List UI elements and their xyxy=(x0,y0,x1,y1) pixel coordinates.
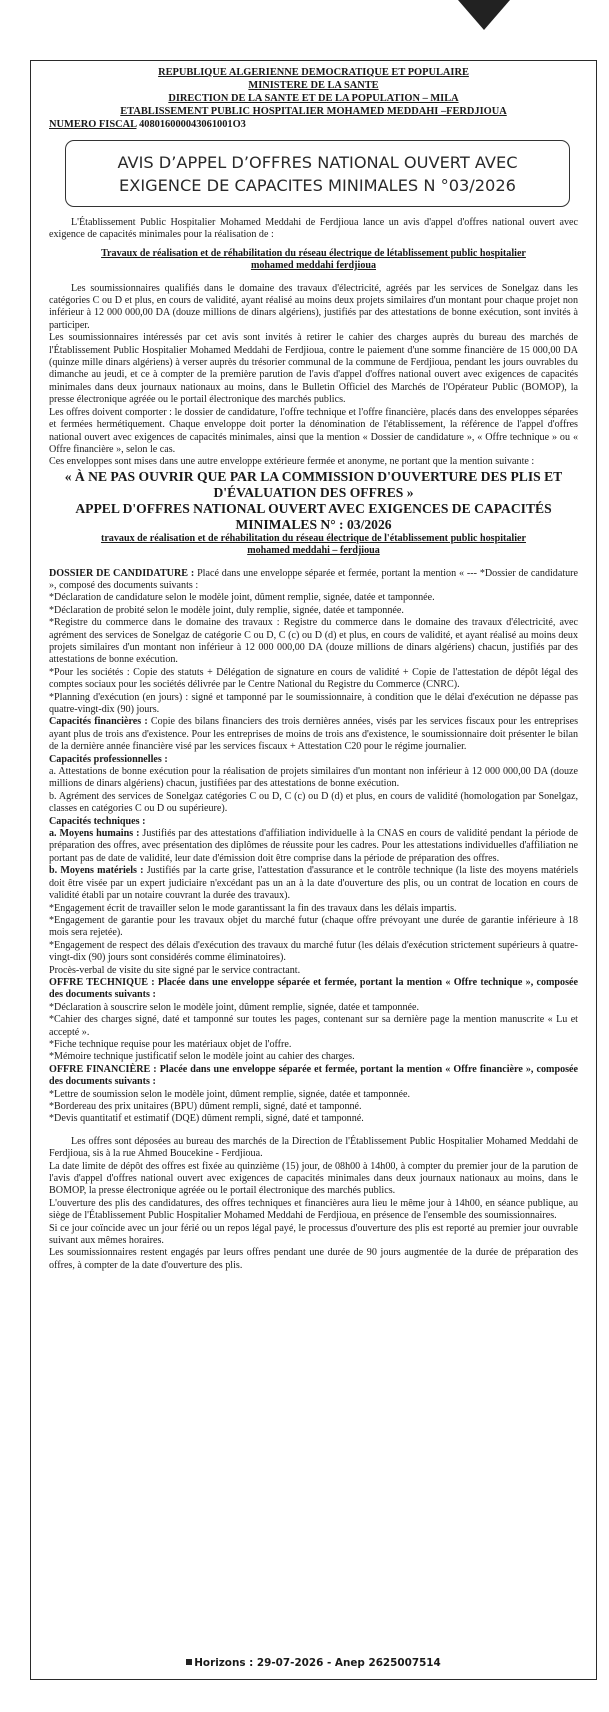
financial-capacities-title: Capacités financières : xyxy=(49,716,148,728)
financial-offer-title: OFFRE FINANCIÈRE : xyxy=(49,1063,157,1075)
technical-offer-item: *Cahier des charges signé, daté et tamponné sur toutes les pages, contenant sur sa dernière page la mention manuscrite « Lu et accepté ». xyxy=(49,1014,578,1038)
object-line1: Travaux de réalisation et de réhabilitation du réseau électrique de létablissement public hospitalier xyxy=(101,247,526,259)
closing-deposit: Les offres sont déposées au bureau des marchés de la Direction de l'Établissement Public Hospitalier Mohamed Meddahi de Ferdjioua, sis à la rue Ahmed Boucekine - Ferdjioua. xyxy=(49,1135,578,1160)
technical-offer-item: *Mémoire technique justificatif selon le modèle joint au cahier des charges. xyxy=(49,1051,355,1063)
fiscal-label: NUMERO FISCAL xyxy=(49,119,137,130)
financial-offer-lead xyxy=(49,1064,578,1089)
closing-deadline: La date limite de dépôt des offres est fixée au quinzième (15) jour, de 08h00 à 14h00, à compter du premier jour de la parution de l'avis d'appel d'offres national ouvert avec exigences de capacités minimales dans deux journaux nationaux au moins, dans le BOMOP, la presse électronique agréée ou le portail électronique des marchés publics. xyxy=(49,1160,578,1197)
financial-offer-item: *Devis quantitatif et estimatif (DQE) dûment rempli, signé, daté et tamponné. xyxy=(49,1113,364,1125)
professional-capacity-a: a. Attestations de bonne exécution pour la réalisation de projets similaires d'un montant non inférieur à 12 000 000,00 DA (douze millions de dinars algériens) chacun, justifiées par des attestations de bonne exécution. xyxy=(49,766,578,790)
intro-paragraph: L'Établissement Public Hospitalier Mohamed Meddahi de Ferdjioua lance un avis d'appel d'offres national ouvert avec exigence de capacités minimales pour la réalisation de : xyxy=(49,217,578,241)
tender-notice xyxy=(30,60,597,1680)
technical-offer-lead-text: Placée dans une enveloppe séparée et fermée, portant la mention « Offre technique », composée des documents suivants : xyxy=(49,976,578,1001)
header-ministry: MINISTERE DE LA SANTE xyxy=(248,80,379,91)
human-means-title: a. Moyens humains : xyxy=(49,828,140,840)
envelope-paragraph: Ces enveloppes sont mises dans une autre enveloppe extérieure fermée et anonyme, ne portant que la mention suivante : xyxy=(49,456,535,468)
financial-offer-lead-text: Placée dans une enveloppe séparée et fermée, portant la mention « Offre financière », composée des documents suivants : xyxy=(49,1063,579,1088)
technical-offer-lead xyxy=(49,977,578,1002)
dossier-item: *Pour les sociétés : Copie des statuts + Délégation de signature en cours de validité + Copie de l'attestation de dépôt légal des comptes sociaux pour les sociétés délivrée par le Centre National du Registre du Commerce (CNRC). xyxy=(49,666,578,691)
closing-validity: Les soumissionnaires restent engagés par leurs offres pendant une durée de 90 jours augmentée de la durée de préparation des offres, à compter de la date d'ouverture des plis. xyxy=(49,1247,578,1271)
dossier-lead xyxy=(49,568,578,593)
object2-line2: mohamed meddahi – ferdjioua xyxy=(247,545,380,557)
dossier-item: *Déclaration de probité selon le modèle joint, duly remplie, signée, datée et tamponnée. xyxy=(49,604,404,616)
fiscal-number xyxy=(49,118,596,131)
tender-reference-mention: APPEL D'OFFRES NATIONAL OUVERT AVEC EXIGENCES DE CAPACITÉS MINIMALES N° : 03/2026 xyxy=(75,500,552,532)
notice-title-line1: AVIS D’APPEL D’OFFRES NATIONAL OUVERT AVEC xyxy=(117,153,518,172)
dossier-item: *Planning d'exécution (en jours) : signé et tamponné par le soumissionnaire, à condition que le délai d'exécution ne dépasse pas quatre-vingt-dix (90) jours. xyxy=(49,691,578,715)
publication-footer xyxy=(31,1657,596,1669)
material-means-text: Justifiés par la carte grise, l'attestation d'assurance et le contrôle technique (la liste des moyens matériels doit être visée par un expert judiciaire n'excédant pas un an à la date d'ouverture des plis, ou un contrat de location en cours de validité établi par un notaire couvrant la durée des travaux). xyxy=(49,865,578,902)
withdrawal-paragraph: Les soumissionnaires intéressés par cet avis sont invités à retirer le cahier des charges auprès du bureau des marchés de l'Établissement Public Hospitalier Mohamed Meddahi de Ferdjioua, contre le paiement d'une somme financière de 15 000,00 DA (quinze mille dinars algériens) à verser auprès du trésorier communal de la commune de Ferdjioua, pendant les jours ouvrables du dimanche au jeudi, et ce à compter de la première parution de l'avis d'appel d'offres national ouvert avec exigences de capacités minimales dans deux journaux nationaux au moins, dans le Bulletin Officiel des Marchés de l'Opérateur Public (BOMOP), la presse électronique agréée ou le portail électronique des marchés publics. xyxy=(49,332,578,406)
technical-capacities-title: Capacités techniques : xyxy=(49,815,146,827)
fiscal-value: 408016000043061001O3 xyxy=(139,119,246,130)
human-means xyxy=(49,828,578,865)
material-means-title: b. Moyens matériels : xyxy=(49,865,144,877)
closing-holiday: Si ce jour coïncide avec un jour férié ou un repos légal payé, le processus d'ouverture des plis est reporté au premier jour ouvrable suivant aux mêmes horaires. xyxy=(49,1222,578,1247)
square-bullet-icon xyxy=(186,1659,192,1665)
header-establishment: ETABLISSEMENT PUBLIC HOSPITALIER MOHAMED MEDDAHI –FERDJIOUA xyxy=(120,106,507,117)
commitment-item: *Engagement écrit de travailler selon le mode garantissant la fin des travaux dans les délais impartis. xyxy=(49,902,457,914)
technical-offer-item: *Déclaration à souscrire selon le modèle joint, dûment remplie, signée, datée et tamponnée. xyxy=(49,1001,419,1013)
closing-opening: L'ouverture des plis des candidatures, des offres techniques et financières aura lieu le même jour à 14h00, en séance publique, au siège de l'Établissement Public Hospitalier Mohamed Meddahi de Ferdjioua, en présence de l'ensemble des soumissionnaires. xyxy=(49,1197,578,1222)
page-corner-decoration xyxy=(458,0,510,30)
header-direction: DIRECTION DE LA SANTE ET DE LA POPULATION – MILA xyxy=(168,93,459,104)
commitment-item: *Engagement de respect des délais d'exécution des travaux du marché futur (les délais d'exécution strictement supérieurs à quatre-vingt-dix (90) jours sont considérés comme éliminatoires). xyxy=(49,939,578,964)
financial-offer-item: *Bordereau des prix unitaires (BPU) dûment rempli, signé, daté et tamponné. xyxy=(49,1101,362,1112)
offers-content-paragraph: Les offres doivent comporter : le dossier de candidature, l'offre technique et l'offre financière, placés dans des enveloppes séparées et fermées hermétiquement. Chaque enveloppe doit porter la dénomination de l'établissement, la référence de l'appel d'offres national ouvert avec exigences de capacités minimales, ainsi que la mention « Dossier de candidature », « Offre technique » ou « Offre financière », selon le cas. xyxy=(49,406,578,455)
commitment-item: *Engagement de garantie pour les travaux objet du marché futur (chaque offre prévoyant une durée de garantie inférieure à 18 mois sera rejetée). xyxy=(49,914,578,939)
dossier-item: *Registre du commerce dans le domaine des travaux : Registre du commerce dans le domaine des travaux d'électricité, avec agrément des services de Sonelgaz de catégorie C ou D, C (c) ou D (d) et plus, en cours de validité, et ayant réalisé au moins deux projets similaires d'un montant non inférieur à 12 000 000,00 DA (douze millions de dinars algériens) chacun, justifiés par des attestations de bonne exécution. xyxy=(49,617,578,666)
material-means xyxy=(49,865,578,902)
professional-capacity-b: b. Agrément des services de Sonelgaz catégories C ou D, C (c) ou D (d) et plus, en cours de validité (homologation par Sonelgaz, classes en catégories C ou D ou supérieure). xyxy=(49,790,578,815)
dossier-item: *Déclaration de candidature selon le modèle joint, dûment remplie, signée, datée et tamponnée. xyxy=(49,592,435,604)
financial-capacities-text: Copie des bilans financiers des trois dernières années, visés par les services fiscaux pour les entreprises ayant plus de trois ans d'existence. Pour les entreprises de moins de trois ans d'existence, le soumissionnaire doit présenter le bilan de la dernière année financière visé par les services fiscaux + Attestation C20 pour le régime journalier. xyxy=(49,716,578,753)
professional-capacities-title: Capacités professionnelles : xyxy=(49,753,168,765)
human-means-text: Justifiés par des attestations d'affiliation individuelle à la CNAS en cours de validité pendant la période de préparation des offres, avec présentation des diplômes de réussite pour les cadres. Pour les attestations individuelles d'affiliation ne portant pas de date de validité, leur date d'émission doit être comprise dans la période de préparation des offres. xyxy=(49,828,578,864)
object-line2: mohamed meddahi ferdjioua xyxy=(250,260,377,272)
site-visit-item: Procès-verbal de visite du site signé par le service contractant. xyxy=(49,964,301,976)
notice-title-line2: EXIGENCE DE CAPACITES MINIMALES N °03/2026 xyxy=(119,176,516,195)
financial-offer-item: *Lettre de soumission selon le modèle joint, dûment remplie, signée, datée et tamponnée. xyxy=(49,1088,411,1100)
dossier-lead-text: Placé dans une enveloppe séparée et fermée, portant la mention « --- *Dossier de candidature », composé des documents suivants : xyxy=(49,567,579,591)
object2-line1: travaux de réalisation et de réhabilitation du réseau électrique de l'établissement public hospitalier xyxy=(100,532,527,544)
do-not-open-mention: « À NE PAS OUVRIR QUE PAR LA COMMISSION D'OUVERTURE DES PLIS ET D'ÉVALUATION DES OFFRES » xyxy=(64,468,563,500)
dossier-title: DOSSIER DE CANDIDATURE : xyxy=(49,567,195,579)
footer-text: Horizons : 29-07-2026 - Anep 2625007514 xyxy=(194,1657,441,1669)
header-republic: REPUBLIQUE ALGERIENNE DEMOCRATIQUE ET POPULAIRE xyxy=(158,67,469,78)
eligibility-paragraph: Les soumissionnaires qualifiés dans le domaine des travaux d'électricité, agréés par les services de Sonelgaz dans les catégories C ou D et plus, en cours de validité, ayant réalisé au moins deux projets similaires d'un montant pour chaque projet non inférieur à 12 000 000,00 DA (douze millions de dinars algériens), justifiés par des attestations de bonne exécution, sont invités à participer. xyxy=(49,282,578,331)
financial-capacities xyxy=(49,716,578,753)
technical-offer-item: *Fiche technique requise pour les matériaux objet de l'offre. xyxy=(49,1038,292,1050)
notice-body xyxy=(31,217,596,1272)
technical-offer-title: OFFRE TECHNIQUE : xyxy=(49,976,155,988)
notice-title-box xyxy=(65,140,570,207)
header-block xyxy=(31,66,596,118)
